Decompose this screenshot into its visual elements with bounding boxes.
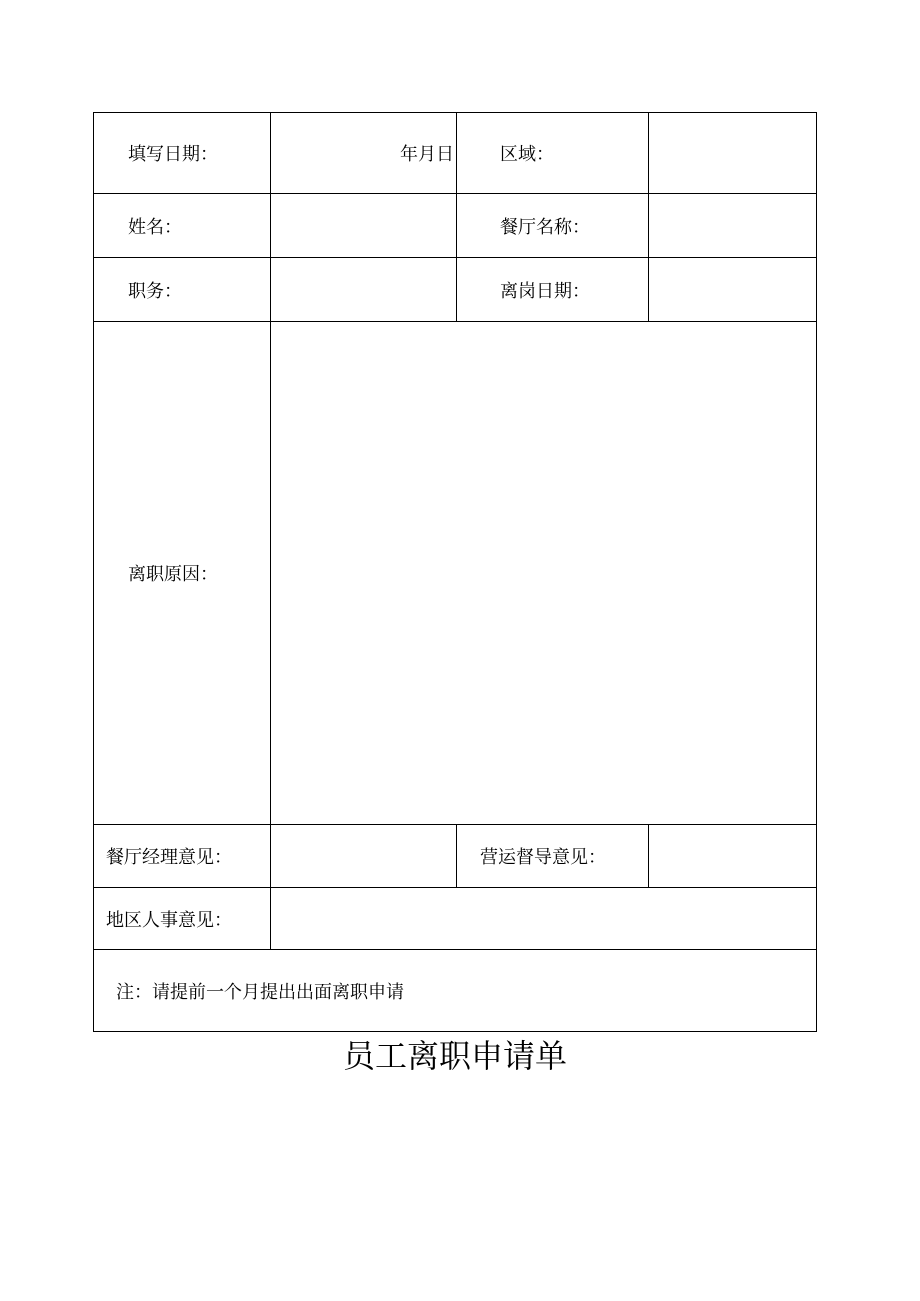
name-field[interactable] (271, 194, 457, 258)
form-row-position (94, 258, 817, 322)
position-label: 职务： (94, 258, 271, 322)
restaurant-name-label: 餐厅名称： (457, 194, 649, 258)
region-field[interactable] (649, 113, 817, 194)
reason-label: 离职原因： (94, 322, 271, 825)
hr-opinion-field[interactable] (271, 888, 817, 950)
supervisor-opinion-label: 营运督导意见： (457, 825, 649, 888)
leave-date-label: 离岗日期： (457, 258, 649, 322)
manager-opinion-label: 餐厅经理意见： (94, 825, 271, 888)
leave-date-field[interactable] (649, 258, 817, 322)
form-row-name (94, 194, 817, 258)
document-title: 员工离职申请单 (342, 1037, 567, 1075)
position-field[interactable] (271, 258, 457, 322)
reason-field[interactable] (271, 322, 817, 825)
fill-date-field[interactable]: 年月日 (271, 113, 457, 194)
fill-date-label: 填写日期： (94, 113, 271, 194)
note-text: 注：请提前一个月提出出面离职申请 (94, 950, 817, 1032)
form-row-hr-opinion (94, 888, 817, 950)
region-label: 区域： (457, 113, 649, 194)
hr-opinion-label: 地区人事意见： (94, 888, 271, 950)
form-row-reason (94, 322, 817, 825)
manager-opinion-field[interactable] (271, 825, 457, 888)
name-label: 姓名： (94, 194, 271, 258)
form-row-fill-date (94, 113, 817, 194)
form-row-opinions (94, 825, 817, 888)
resignation-form-table (93, 112, 817, 1032)
supervisor-opinion-field[interactable] (649, 825, 817, 888)
restaurant-name-field[interactable] (649, 194, 817, 258)
form-row-note (94, 950, 817, 1032)
